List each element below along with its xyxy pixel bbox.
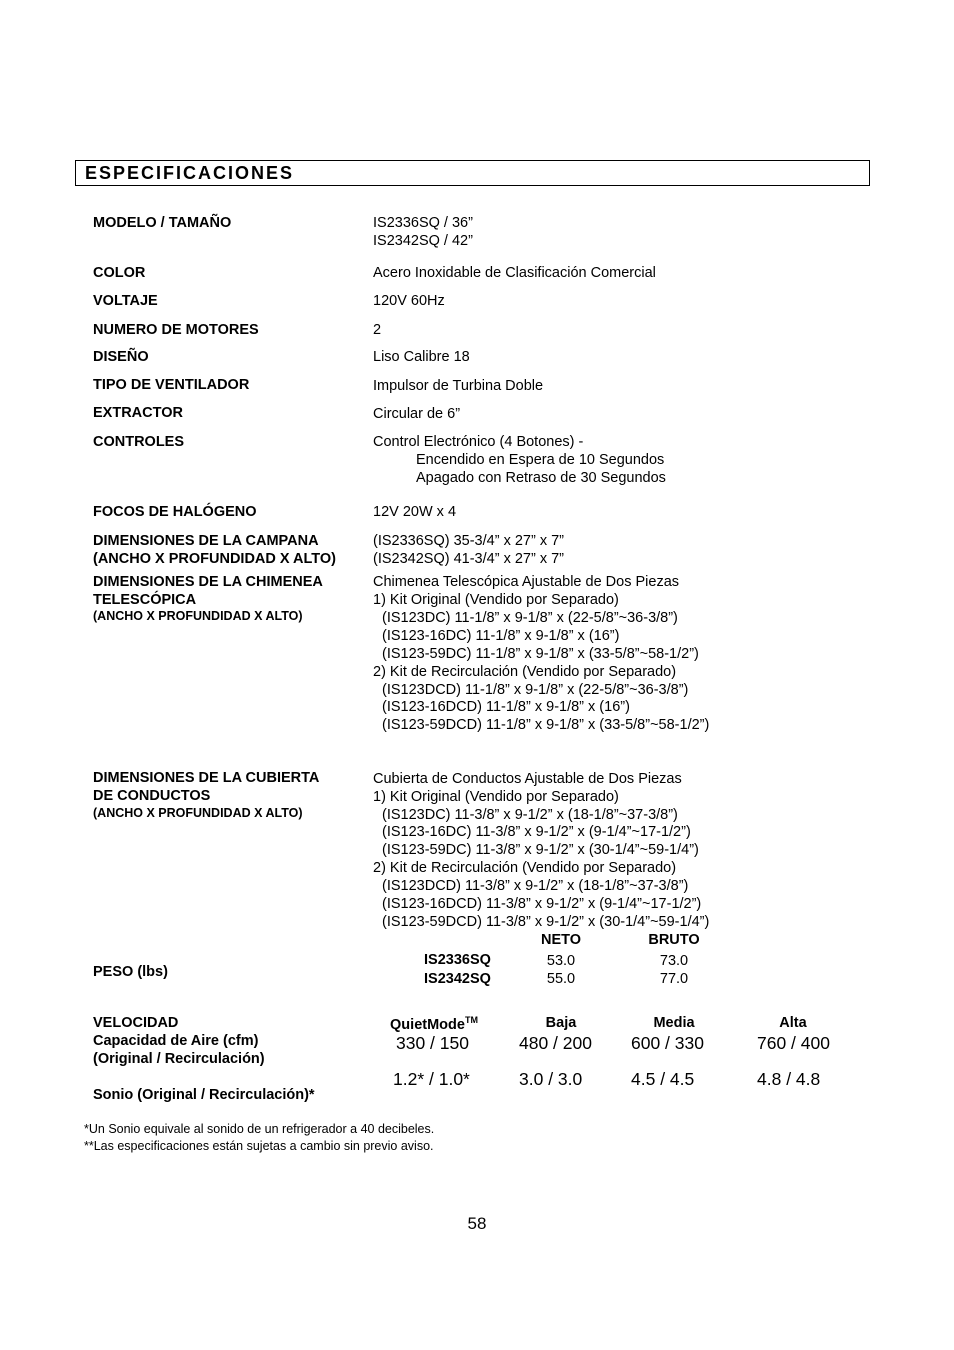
- value-controles-1: Control Electrónico (4 Botones) -: [373, 434, 584, 450]
- label-modelo: MODELO / TAMAÑO: [93, 215, 232, 231]
- footnote-2: **Las especificaciones están sujetas a cambio sin previo aviso.: [84, 1139, 434, 1153]
- vel-header-quiet-text: QuietMode: [390, 1016, 465, 1033]
- label-chimenea-3: (ANCHO X PROFUNDIDAD X ALTO): [93, 609, 303, 623]
- value-extractor: Circular de 6”: [373, 406, 461, 422]
- value-chimenea-7: (IS123DCD) 11-1/8” x 9-1/8” x (22-5/8”~36-3/8”): [382, 682, 689, 698]
- cfm-quiet: 330 / 150: [396, 1033, 469, 1053]
- label-focos: FOCOS DE HALÓGENO: [93, 504, 257, 520]
- value-chimenea-9: (IS123-59DCD) 11-1/8” x 9-1/8” x (33-5/8”~58-1/2”): [382, 717, 710, 733]
- value-modelo-1: IS2336SQ / 36”: [373, 215, 473, 231]
- label-ventilador: TIPO DE VENTILADOR: [93, 377, 250, 393]
- peso-bruto-2: 77.0: [659, 971, 689, 987]
- value-campana-1: (IS2336SQ) 35-3/4” x 27” x 7”: [373, 533, 564, 549]
- label-cubierta-1: DIMENSIONES DE LA CUBIERTA: [93, 770, 320, 786]
- value-controles-2: Encendido en Espera de 10 Segundos: [416, 452, 665, 468]
- vel-header-alta: Alta: [779, 1015, 807, 1031]
- vel-header-media: Media: [653, 1015, 695, 1031]
- label-extractor: EXTRACTOR: [93, 405, 183, 421]
- label-peso: PESO (lbs): [93, 964, 168, 980]
- value-cubierta-3: (IS123DC) 11-3/8” x 9-1/2” x (18-1/8”~37-3/8”): [382, 807, 678, 823]
- label-sonio: Sonio (Original / Recirculación)*: [93, 1087, 315, 1103]
- label-color: COLOR: [93, 265, 146, 281]
- peso-header-neto: NETO: [540, 932, 582, 948]
- sones-baja: 3.0 / 3.0: [519, 1069, 583, 1089]
- peso-neto-2: 55.0: [546, 971, 576, 987]
- label-velocidad: VELOCIDAD: [93, 1015, 179, 1031]
- value-voltaje: 120V 60Hz: [373, 293, 445, 309]
- value-chimenea-4: (IS123-16DC) 11-1/8” x 9-1/8” x (16”): [382, 628, 620, 644]
- value-cubierta-1: Cubierta de Conductos Ajustable de Dos Piezas: [373, 771, 682, 787]
- label-voltaje: VOLTAJE: [93, 293, 158, 309]
- label-capacidad-1: Capacidad de Aire (cfm): [93, 1033, 259, 1049]
- value-chimenea-8: (IS123-16DCD) 11-1/8” x 9-1/8” x (16”): [382, 699, 630, 715]
- sones-media: 4.5 / 4.5: [631, 1069, 695, 1089]
- peso-neto-1: 53.0: [546, 953, 576, 969]
- peso-model-1: IS2336SQ: [424, 952, 491, 968]
- peso-bruto-1: 73.0: [659, 953, 689, 969]
- label-controles: CONTROLES: [93, 434, 185, 450]
- value-ventilador: Impulsor de Turbina Doble: [373, 378, 544, 394]
- value-cubierta-8: (IS123-16DCD) 11-3/8” x 9-1/2” x (9-1/4”~17-1/2”): [382, 896, 702, 912]
- cfm-media: 600 / 330: [631, 1033, 704, 1053]
- value-cubierta-9: (IS123-59DCD) 11-3/8” x 9-1/2” x (30-1/4”~59-1/4”): [382, 914, 710, 930]
- value-focos: 12V 20W x 4: [373, 504, 457, 520]
- sones-alta: 4.8 / 4.8: [757, 1069, 821, 1089]
- value-cubierta-4: (IS123-16DC) 11-3/8” x 9-1/2” x (9-1/4”~17-1/2”): [382, 824, 691, 840]
- value-chimenea-3: (IS123DC) 11-1/8” x 9-1/8” x (22-5/8”~36-3/8”): [382, 610, 678, 626]
- label-campana-1: DIMENSIONES DE LA CAMPANA: [93, 533, 319, 549]
- label-diseno: DISEÑO: [93, 349, 149, 365]
- value-chimenea-1: Chimenea Telescópica Ajustable de Dos Piezas: [373, 574, 680, 590]
- cfm-alta: 760 / 400: [757, 1033, 830, 1053]
- value-motores: 2: [373, 322, 382, 338]
- vel-header-quiet: [374, 1015, 494, 1033]
- value-chimenea-5: (IS123-59DC) 11-1/8” x 9-1/8” x (33-5/8”~58-1/2”): [382, 646, 699, 662]
- value-campana-2: (IS2342SQ) 41-3/4” x 27” x 7”: [373, 551, 564, 567]
- value-cubierta-2: 1) Kit Original (Vendido por Separado): [373, 789, 619, 805]
- value-cubierta-7: (IS123DCD) 11-3/8” x 9-1/2” x (18-1/8”~37-3/8”): [382, 878, 689, 894]
- sones-quiet: 1.2* / 1.0*: [393, 1069, 470, 1089]
- value-diseno: Liso Calibre 18: [373, 349, 470, 365]
- peso-model-2: IS2342SQ: [424, 971, 491, 987]
- label-chimenea-2: TELESCÓPICA: [93, 592, 197, 608]
- cfm-baja: 480 / 200: [519, 1033, 592, 1053]
- value-controles-3: Apagado con Retraso de 30 Segundos: [416, 470, 666, 486]
- label-capacidad-2: (Original / Recirculación): [93, 1051, 265, 1067]
- value-chimenea-6: 2) Kit de Recirculación (Vendido por Separado): [373, 664, 677, 680]
- footnote-1: *Un Sonio equivale al sonido de un refrigerador a 40 decibeles.: [84, 1122, 435, 1136]
- label-campana-2: (ANCHO X PROFUNDIDAD X ALTO): [93, 551, 337, 567]
- value-chimenea-2: 1) Kit Original (Vendido por Separado): [373, 592, 619, 608]
- peso-header-bruto: BRUTO: [648, 932, 700, 948]
- section-title-box: [75, 160, 870, 186]
- value-cubierta-5: (IS123-59DC) 11-3/8” x 9-1/2” x (30-1/4”~59-1/4”): [382, 842, 699, 858]
- vel-header-baja: Baja: [545, 1015, 577, 1031]
- value-modelo-2: IS2342SQ / 42”: [373, 233, 473, 249]
- label-chimenea-1: DIMENSIONES DE LA CHIMENEA: [93, 574, 323, 590]
- page-number: 58: [467, 1214, 487, 1233]
- vel-header-quiet-tm: TM: [464, 1015, 478, 1025]
- label-cubierta-3: (ANCHO X PROFUNDIDAD X ALTO): [93, 806, 303, 820]
- label-motores: NUMERO DE MOTORES: [93, 322, 259, 338]
- label-cubierta-2: DE CONDUCTOS: [93, 788, 211, 804]
- value-color: Acero Inoxidable de Clasificación Comercial: [373, 265, 656, 281]
- value-cubierta-6: 2) Kit de Recirculación (Vendido por Separado): [373, 860, 677, 876]
- section-title: ESPECIFICACIONES: [85, 163, 295, 183]
